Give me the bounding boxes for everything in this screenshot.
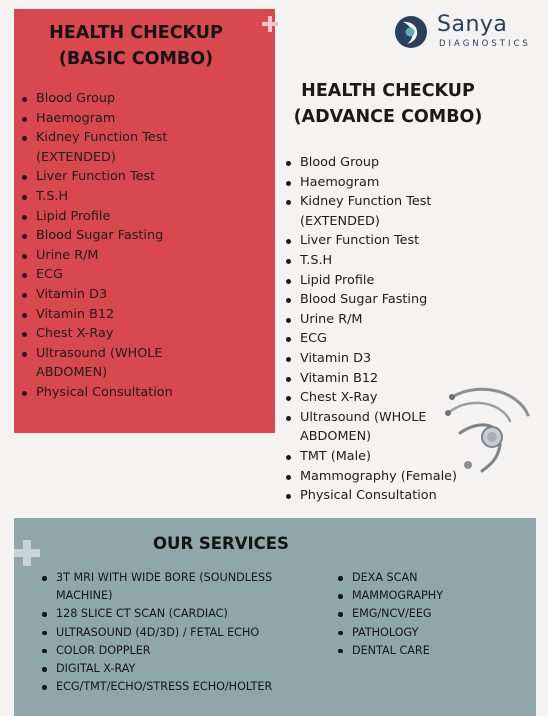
services-list-right — [336, 569, 526, 660]
list-item: Blood Sugar Fasting — [284, 290, 544, 310]
list-item: Urine R/M — [20, 246, 270, 266]
list-item: ULTRASOUND (4D/3D) / FETAL ECHO — [40, 624, 320, 642]
list-item: ECG/TMT/ECHO/STRESS ECHO/HOLTER — [40, 678, 320, 696]
list-item: 128 SLICE CT SCAN (CARDIAC) — [40, 605, 320, 623]
list-item: T.S.H — [284, 251, 544, 271]
logo-mark-icon — [393, 14, 429, 50]
list-item: ECG — [20, 265, 270, 285]
list-item: MAMMOGRAPHY — [336, 587, 526, 605]
list-item: DEXA SCAN — [336, 569, 526, 587]
list-item: EMG/NCV/EEG — [336, 605, 526, 623]
list-item: Lipid Profile — [20, 207, 270, 227]
list-item: Physical Consultation — [20, 383, 270, 403]
list-item-continuation: MACHINE) — [56, 589, 113, 603]
sanya-logo — [393, 14, 533, 54]
list-item: Mammography (Female) — [284, 467, 544, 487]
list-item: Vitamin D3 — [284, 349, 544, 369]
list-item: Chest X-Ray — [284, 388, 544, 408]
list-item: Blood Group — [284, 153, 544, 173]
list-item: PATHOLOGY — [336, 624, 526, 642]
list-item: Liver Function Test — [20, 167, 270, 187]
list-item: Blood Sugar Fasting — [20, 226, 270, 246]
advance-combo-title — [284, 78, 492, 130]
list-item: Blood Group — [20, 89, 270, 109]
logo-name: Sanya — [437, 12, 508, 37]
advance-title-line1: HEALTH CHECKUP — [301, 81, 475, 101]
logo-tagline: DIAGNOSTICS — [439, 39, 531, 49]
list-item: Liver Function Test — [284, 231, 544, 251]
list-item: ECG — [284, 329, 544, 349]
list-item: T.S.H — [20, 187, 270, 207]
services-title: OUR SERVICES — [153, 534, 289, 553]
list-item: Vitamin B12 — [20, 305, 270, 325]
list-item: Ultrasound (WHOLE — [284, 408, 544, 428]
list-item: Kidney Function Test — [20, 128, 270, 148]
plus-cross-icon — [262, 16, 278, 32]
basic-combo-list — [20, 89, 270, 403]
basic-title-line2: (BASIC COMBO) — [58, 49, 214, 69]
list-item: DIGITAL X-RAY — [40, 660, 320, 678]
basic-combo-title — [14, 20, 258, 72]
list-item: Physical Consultation — [284, 486, 544, 506]
basic-title-line1: HEALTH CHECKUP — [49, 23, 223, 43]
services-list-left — [40, 569, 320, 696]
list-item: Urine R/M — [284, 310, 544, 330]
list-item-continuation: (EXTENDED) — [300, 213, 380, 229]
list-item: COLOR DOPPLER — [40, 642, 320, 660]
list-item: DENTAL CARE — [336, 642, 526, 660]
list-item: TMT (Male) — [284, 447, 544, 467]
list-item: Haemogram — [20, 109, 270, 129]
advance-title-line2: (ADVANCE COMBO) — [293, 107, 483, 127]
list-item-continuation: (EXTENDED) — [36, 149, 116, 165]
list-item: Kidney Function Test — [284, 192, 544, 212]
list-item: Ultrasound (WHOLE — [20, 344, 270, 364]
list-item: Chest X-Ray — [20, 324, 270, 344]
list-item: Lipid Profile — [284, 271, 544, 291]
list-item: Haemogram — [284, 173, 544, 193]
list-item-continuation: ABDOMEN) — [36, 365, 108, 381]
list-item: 3T MRI WITH WIDE BORE (SOUNDLESS — [40, 569, 320, 587]
list-item-continuation: ABDOMEN) — [300, 429, 372, 445]
list-item: Vitamin B12 — [284, 369, 544, 389]
stethoscope-icon — [440, 385, 540, 475]
list-item: Vitamin D3 — [20, 285, 270, 305]
